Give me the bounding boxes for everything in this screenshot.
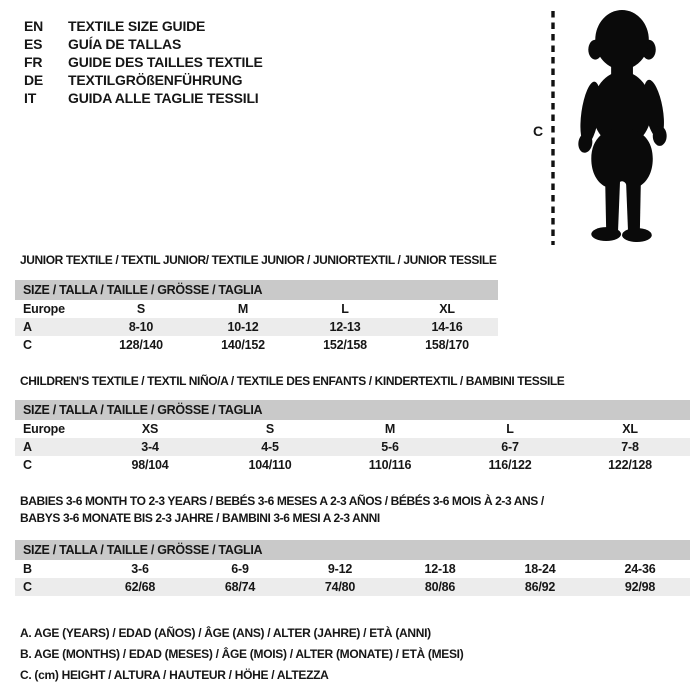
table-cell: 92/98 bbox=[624, 580, 656, 594]
footnote-line: B. AGE (MONTHS) / EDAD (MESES) / ÂGE (MOIS) / ALTER (MONATE) / ETÀ (MESI) bbox=[20, 647, 464, 661]
table-cell: 6-9 bbox=[231, 562, 249, 576]
language-row bbox=[24, 17, 263, 35]
table-row bbox=[15, 300, 498, 318]
footnote-legend bbox=[20, 623, 463, 686]
language-code: DE bbox=[24, 72, 44, 88]
row-label: B bbox=[23, 562, 32, 576]
table-cell: 110/116 bbox=[368, 458, 412, 472]
table-row bbox=[15, 420, 690, 438]
table-cell: 12-18 bbox=[424, 562, 456, 576]
size-table bbox=[15, 400, 690, 474]
table-cell: S bbox=[265, 422, 275, 436]
table-rows bbox=[15, 420, 690, 474]
children-textile-section bbox=[15, 373, 690, 474]
toddler-silhouette-icon bbox=[556, 8, 696, 246]
table-rows bbox=[15, 560, 690, 596]
table-cell: 5-6 bbox=[381, 440, 399, 454]
table-title-line: BABYS 3-6 MONATE BIS 2-3 JAHRE / BAMBINI 3-6 MESI A 2-3 ANNI bbox=[20, 511, 380, 525]
table-title-line: BABIES 3-6 MONTH TO 2-3 YEARS / BEBÉS 3-6 MESES A 2-3 AÑOS / BÉBÉS 3-6 MOIS À 2-3 ANS / bbox=[20, 494, 544, 508]
language-code: EN bbox=[24, 18, 44, 34]
table-title-line: CHILDREN'S TEXTILE / TEXTIL NIÑO/A / TEXTILE DES ENFANTS / KINDERTEXTIL / BAMBINI TESSILE bbox=[20, 374, 565, 388]
language-row bbox=[24, 35, 263, 53]
table-cell: 3-4 bbox=[141, 440, 159, 454]
language-label: GUIDA ALLE TAGLIE TESSILI bbox=[68, 90, 259, 106]
table-cell: M bbox=[384, 422, 396, 436]
language-label: GUIDE DES TAILLES TEXTILE bbox=[68, 54, 263, 70]
table-cell: 24-36 bbox=[624, 562, 656, 576]
table-cell: 4-5 bbox=[261, 440, 279, 454]
table-cell: 6-7 bbox=[501, 440, 519, 454]
table-cell: 8-10 bbox=[128, 320, 154, 334]
row-label: A bbox=[23, 320, 32, 334]
language-label: GUÍA DE TALLAS bbox=[68, 36, 182, 52]
table-title bbox=[15, 493, 690, 527]
table-cell: XL bbox=[439, 302, 455, 316]
table-cell: 68/74 bbox=[224, 580, 256, 594]
table-cell: 158/170 bbox=[425, 338, 469, 352]
table-cell: M bbox=[237, 302, 249, 316]
babies-textile-section bbox=[15, 493, 690, 596]
table-cell: 86/92 bbox=[524, 580, 556, 594]
size-table bbox=[15, 280, 498, 354]
row-label: Europe bbox=[23, 422, 65, 436]
table-cell: 10-12 bbox=[227, 320, 259, 334]
table-cell: 128/140 bbox=[119, 338, 163, 352]
table-cell: 62/68 bbox=[124, 580, 156, 594]
row-label: C bbox=[23, 580, 32, 594]
table-title bbox=[15, 252, 498, 269]
language-label: TEXTILE SIZE GUIDE bbox=[68, 18, 206, 34]
table-rows bbox=[15, 300, 498, 354]
row-label: C bbox=[23, 338, 32, 352]
table-cell: 116/122 bbox=[488, 458, 532, 472]
table-cell: XL bbox=[622, 422, 638, 436]
row-label: Europe bbox=[23, 302, 65, 316]
language-code: FR bbox=[24, 54, 43, 70]
table-cell: 140/152 bbox=[221, 338, 265, 352]
table-cell: 98/104 bbox=[131, 458, 169, 472]
table-row bbox=[15, 560, 690, 578]
table-cell: 7-8 bbox=[621, 440, 639, 454]
language-code: ES bbox=[24, 36, 43, 52]
table-row bbox=[15, 336, 498, 354]
table-cell: 80/86 bbox=[424, 580, 456, 594]
table-cell: 3-6 bbox=[131, 562, 149, 576]
language-list bbox=[24, 17, 263, 107]
height-measure-label: C bbox=[532, 123, 544, 139]
table-cell: 9-12 bbox=[327, 562, 353, 576]
table-row bbox=[15, 318, 498, 336]
table-cell: 74/80 bbox=[324, 580, 356, 594]
language-row bbox=[24, 89, 263, 107]
table-title-line: JUNIOR TEXTILE / TEXTIL JUNIOR/ TEXTILE JUNIOR / JUNIORTEXTIL / JUNIOR TESSILE bbox=[20, 253, 497, 267]
table-size-header: SIZE / TALLA / TAILLE / GRÖSSE / TAGLIA bbox=[15, 540, 690, 560]
table-row bbox=[15, 456, 690, 474]
language-label: TEXTILGRÖßENFÜHRUNG bbox=[68, 72, 243, 88]
size-table bbox=[15, 540, 690, 596]
language-code: IT bbox=[24, 90, 37, 106]
footnote-line: C. (cm) HEIGHT / ALTURA / HAUTEUR / HÖHE / ALTEZZA bbox=[20, 668, 329, 682]
table-title bbox=[15, 373, 690, 390]
table-cell: 152/158 bbox=[323, 338, 367, 352]
table-row bbox=[15, 578, 690, 596]
footnote-line: A. AGE (YEARS) / EDAD (AÑOS) / ÂGE (ANS) / ALTER (JAHRE) / ETÀ (ANNI) bbox=[20, 626, 431, 640]
table-cell: 14-16 bbox=[431, 320, 463, 334]
language-row bbox=[24, 53, 263, 71]
table-cell: 122/128 bbox=[608, 458, 652, 472]
table-cell: 12-13 bbox=[329, 320, 361, 334]
table-cell: 104/110 bbox=[248, 458, 292, 472]
row-label: A bbox=[23, 440, 32, 454]
table-cell: XS bbox=[141, 422, 159, 436]
table-size-header: SIZE / TALLA / TAILLE / GRÖSSE / TAGLIA bbox=[15, 400, 690, 420]
table-cell: 18-24 bbox=[524, 562, 556, 576]
junior-textile-section bbox=[15, 252, 498, 354]
table-size-header: SIZE / TALLA / TAILLE / GRÖSSE / TAGLIA bbox=[15, 280, 498, 300]
language-row bbox=[24, 71, 263, 89]
table-cell: L bbox=[341, 302, 349, 316]
table-cell: S bbox=[136, 302, 146, 316]
row-label: C bbox=[23, 458, 32, 472]
table-row bbox=[15, 438, 690, 456]
table-cell: L bbox=[506, 422, 514, 436]
